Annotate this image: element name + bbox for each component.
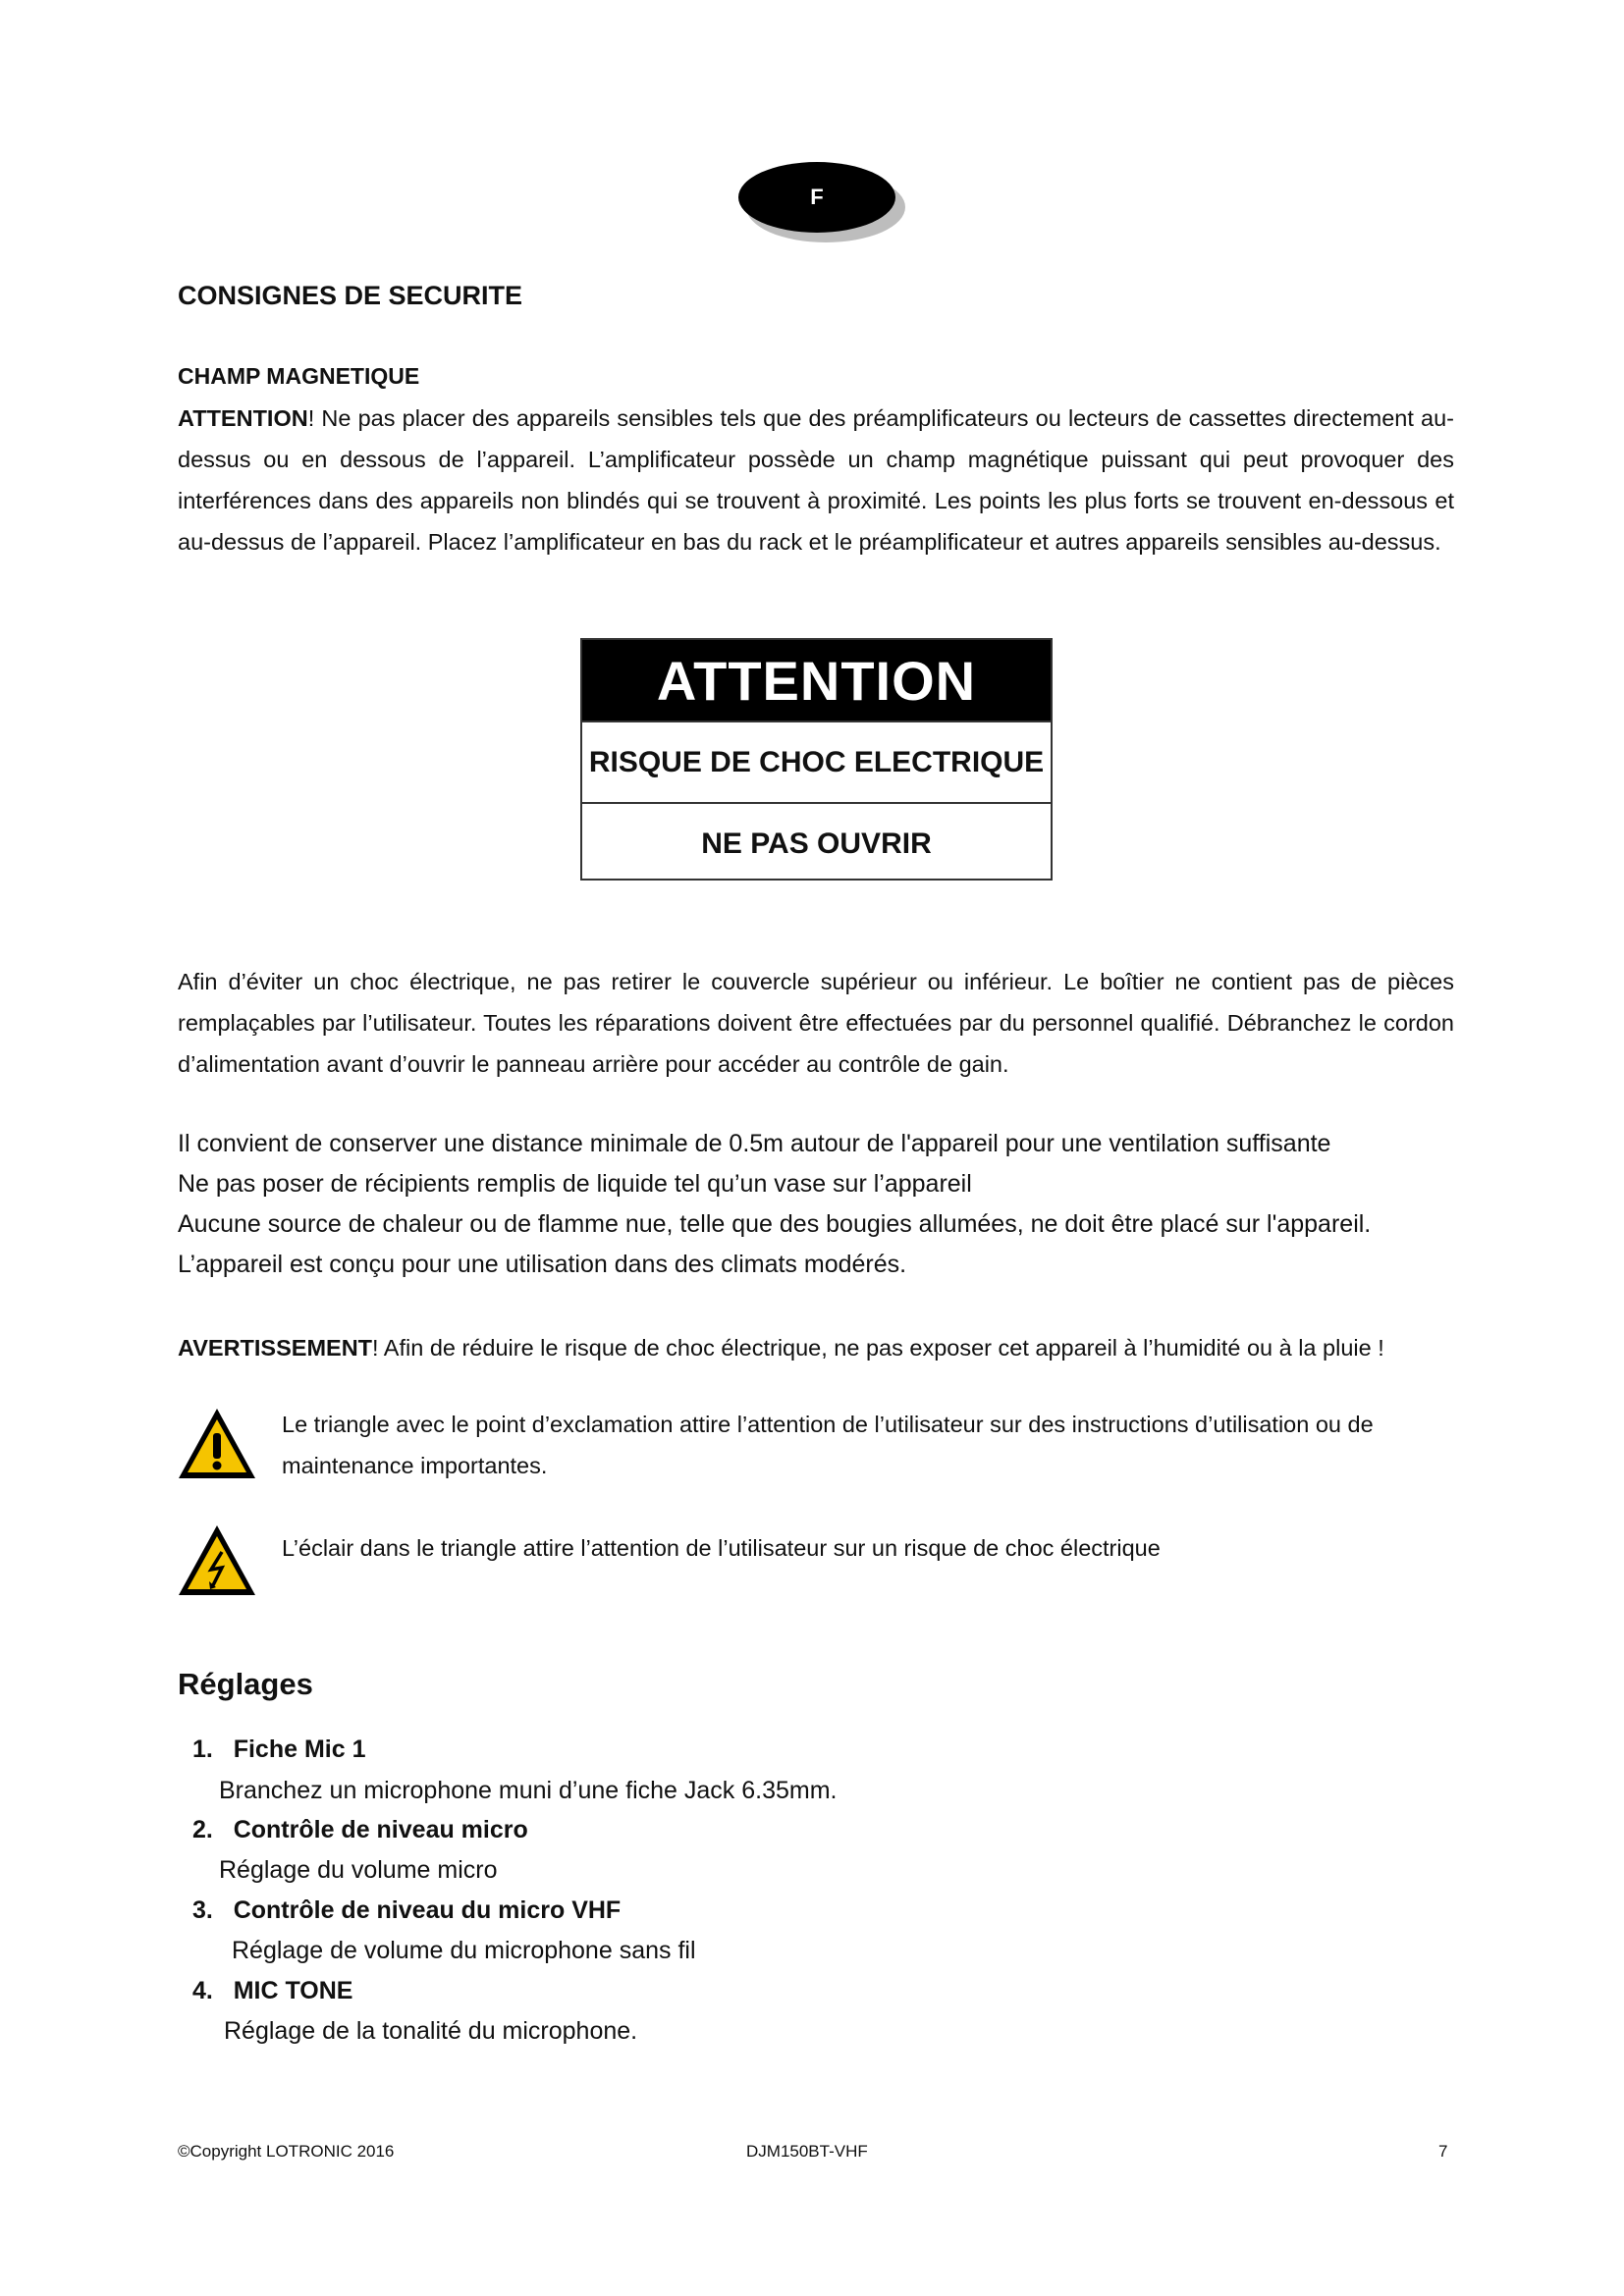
lightning-symbol-text: L’éclair dans le triangle attire l’attention de l’utilisateur sur un risque de choc électrique — [282, 1535, 1161, 1561]
badge-letter: F — [738, 162, 895, 233]
reglage-item — [192, 1977, 352, 2005]
reglage-title: MIC TONE — [233, 1977, 353, 2004]
avertissement-paragraph — [178, 1327, 1454, 1368]
reglage-item — [192, 1816, 528, 1844]
note-liquids: Ne pas poser de récipients remplis de liquide tel qu’un vase sur l’appareil — [178, 1170, 972, 1198]
reglage-item — [192, 1735, 365, 1764]
avertissement-text: ! Afin de réduire le risque de choc électrique, ne pas exposer cet appareil à l’humidité ou à la pluie ! — [372, 1335, 1384, 1361]
reglage-item — [192, 1896, 621, 1925]
magnetic-title: CHAMP MAGNETIQUE — [178, 363, 420, 389]
warning-box — [580, 638, 1053, 881]
note-ventilation: Il convient de conserver une distance minimale de 0.5m autour de l'appareil pour une ventilation suffisante — [178, 1130, 1331, 1157]
reglages-title: Réglages — [178, 1667, 313, 1701]
exclamation-triangle-icon — [176, 1406, 258, 1482]
reglage-desc: Réglage du volume micro — [219, 1856, 498, 1884]
magnetic-lead: ATTENTION — [178, 405, 308, 431]
reglage-number: 2. — [192, 1816, 213, 1843]
lightning-triangle-icon — [176, 1522, 258, 1599]
reglage-number: 3. — [192, 1896, 213, 1924]
avertissement-lead: AVERTISSEMENT — [178, 1335, 373, 1361]
shock-paragraph: Afin d’éviter un choc électrique, ne pas retirer le couvercle supérieur ou inférieur. Le boîtier ne contient pas de pièces remplaçables par l’utilisateur. Toutes les réparations doivent être effectuées par du personnel qualifié. Débranchez le cordon d’alimentation avant d’ouvrir le panneau arrière pour accéder au contrôle de gain. — [178, 969, 1454, 1077]
reglage-number: 1. — [192, 1735, 213, 1763]
reglage-desc: Réglage de volume du microphone sans fil — [232, 1937, 696, 1964]
magnetic-text: ! Ne pas placer des appareils sensibles tels que des préamplificateurs ou lecteurs de cassettes directement au-dessus ou en dessous de l’appareil. L’amplificateur possède un champ magnétique puissant qui peut provoquer des interférences dans des appareils non blindés qui se trouvent à proximité. Les points les plus forts se trouvent en-dessous et au-dessus de l’appareil. Placez l’amplificateur en bas du rack et le préamplificateur et autres appareils sensibles au-dessus. — [178, 405, 1454, 555]
warning-row-shock: RISQUE DE CHOC ELECTRIQUE — [582, 721, 1051, 802]
language-badge — [738, 162, 907, 244]
note-heat: Aucune source de chaleur ou de flamme nue, telle que des bougies allumées, ne doit être placé sur l'appareil. — [178, 1210, 1372, 1238]
section-title: CONSIGNES DE SECURITE — [178, 281, 523, 310]
reglage-desc: Branchez un microphone muni d’une fiche Jack 6.35mm. — [219, 1777, 838, 1804]
reglage-desc: Réglage de la tonalité du microphone. — [224, 2017, 638, 2045]
reglage-number: 4. — [192, 1977, 213, 2004]
magnetic-paragraph — [178, 398, 1454, 562]
note-climate: L’appareil est conçu pour une utilisation dans des climats modérés. — [178, 1251, 907, 1278]
reglage-title: Contrôle de niveau du micro VHF — [233, 1896, 622, 1924]
reglage-title: Contrôle de niveau micro — [233, 1816, 528, 1843]
footer-model: DJM150BT-VHF — [746, 2142, 868, 2161]
warning-row-do-not-open: NE PAS OUVRIR — [582, 802, 1051, 883]
footer-page-number: 7 — [1438, 2142, 1448, 2161]
footer-copyright: ©Copyright LOTRONIC 2016 — [178, 2142, 395, 2161]
reglage-title: Fiche Mic 1 — [233, 1735, 366, 1763]
warning-header: ATTENTION — [582, 640, 1051, 721]
exclamation-symbol-text: Le triangle avec le point d’exclamation attire l’attention de l’utilisateur sur des instructions d’utilisation ou de maintenance importantes. — [282, 1412, 1374, 1478]
